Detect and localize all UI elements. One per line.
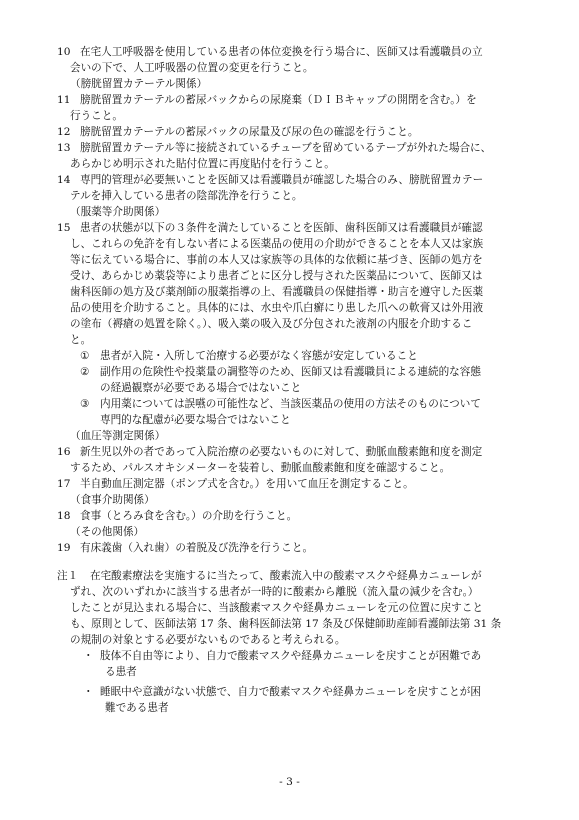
list-item-line [0,316,579,332]
list-item-line [0,60,579,76]
list-item-line-text: 会いの下で、人工呼吸器の位置の変更を行うこと。 [70,62,314,74]
condition-line [0,396,579,412]
section-heading [0,492,579,508]
list-item-line-text: あらかじめ明示された貼付位置に再度貼付を行うこと。 [70,158,335,170]
list-item-line-text: 膀胱留置カテーテルの蓄尿バックからの尿廃棄（ＤＩＢキャップの開閉を含む。）を [80,94,477,106]
list-item-line-text: するため、パルスオキシメーターを装着し、動脈血酸素飽和度を確認すること。 [70,462,451,474]
note-bullet-line-text: 睡眠中や意識がない状態で、自力で酸素マスクや経鼻カニューレを戻すことが困 [100,686,481,698]
condition-marker: ② [80,366,90,378]
list-item-line [0,540,579,556]
item-number: 12 [57,126,71,138]
section-heading-text: （服薬等介助関係） [70,206,166,218]
bullet-marker: ・ [83,650,94,662]
item-number: 15 [57,222,71,234]
list-item-line [0,92,579,108]
note-bullet-line [0,664,579,680]
list-item-line [0,300,579,316]
item-number: 17 [57,478,71,490]
note-label: 注１ [57,570,79,582]
list-item-line-text: テルを挿入している患者の陰部洗浄を行うこと。 [70,190,303,202]
note-bullet-line-text: 難である患者 [105,702,169,714]
section-heading-text: （その他関係） [70,526,145,538]
list-item-line [0,156,579,172]
section-heading-text: （膀胱留置カテーテル関係） [70,78,208,90]
list-item-line-text: 専門的管理が必要無いことを医師又は看護職員が確認した場合のみ、膀胱留置カテー [80,174,484,186]
note-bullet-line [0,700,579,716]
item-number: 10 [57,46,71,58]
list-item-line-text: と。 [70,334,92,346]
list-item-line-text: 行うこと。 [70,110,123,122]
condition-marker: ① [80,350,90,362]
list-item-line [0,188,579,204]
list-item-line [0,508,579,524]
note-bullet-line-text: 肢体不自由等により、自力で酸素マスクや経鼻カニューレを戻すことが困難であ [100,650,482,662]
note-line [0,616,579,632]
note-line-text: の規制の対象とする必要がないものであると考えられる。 [70,634,346,646]
list-item-line [0,172,579,188]
list-item-line [0,332,579,348]
list-item-line [0,44,579,60]
section-heading [0,204,579,220]
note-line-text: ずれ、次のいずれかに該当する患者が一時的に酸素から離脱（流入量の減少を含む。） [70,586,479,598]
list-item-line [0,444,579,460]
list-item-line-text: 等に伝えている場合に、事前の本人又は家族等の具体的な依頼に基づき、医師の処方を [70,254,483,266]
list-item-line-text: の塗布（褥瘡の処置を除く。）、吸入薬の吸入及び分包された液剤の内服を介助するこ [70,318,473,330]
item-number: 16 [57,446,71,458]
condition-line-text: の経過観察が必要である場合ではないこと [100,382,302,394]
list-item-line-text: 有床義歯（入れ歯）の着脱及び洗浄を行うこと。 [80,542,314,554]
bullet-marker: ・ [83,686,94,698]
item-number: 14 [57,174,71,186]
list-item-line [0,236,579,252]
list-item-line-text: 受け、あらかじめ薬袋等により患者ごとに区分し授与された医薬品について、医師又は [70,270,483,282]
condition-line-text: 副作用の危険性や投薬量の調整等のため、医師又は看護職員による連続的な容態 [100,366,481,378]
list-item-line [0,268,579,284]
list-item-line-text: 品の使用を介助すること。具体的には、水虫や爪白癬にり患した爪への軟膏又は外用液 [70,302,484,314]
condition-line [0,364,579,380]
note-bullet-line-text: る患者 [105,666,137,678]
list-item-line [0,284,579,300]
condition-line-text: 患者が入院・入所して治療する必要がなく容態が安定していること [100,350,418,362]
list-item-line-text: 膀胱留置カテーテルの蓄尿バックの尿量及び尿の色の確認を行うこと。 [80,126,419,138]
list-item-line [0,476,579,492]
list-item-line-text: 膀胱留置カテーテル等に接続されているチューブを留めているテープが外れた場合に、 [80,142,492,154]
note-bullet-line [0,684,579,700]
section-heading [0,524,579,540]
list-item-line-text: 半自動血圧測定器（ポンプ式を含む。）を用いて血圧を測定すること。 [80,478,414,490]
section-heading-text: （食事介助関係） [70,494,155,506]
list-item-line-text: 食事（とろみ食を含む。）の介助を行うこと。 [80,510,298,522]
condition-line [0,380,579,396]
condition-line [0,348,579,364]
note-line [0,632,579,648]
note-line-text: 在宅酸素療法を実施するに当たって、酸素流入中の酸素マスクや経鼻カニューレが [90,570,482,582]
section-heading [0,428,579,444]
note-line [0,584,579,600]
condition-line-text: 内用薬については誤嚥の可能性など、当該医薬品の使用の方法そのものについて [100,398,481,410]
item-number: 11 [57,94,71,106]
list-item-line [0,108,579,124]
list-item-line-text: し、これらの免許を有しない者による医薬品の使用の介助ができることを本人又は家族 [70,238,484,250]
list-item-line [0,220,579,236]
page-number: - 3 - [279,776,300,788]
list-item-line-text: 新生児以外の者であって入院治療の必要ないものに対して、動脈血酸素飽和度を測定 [80,446,483,458]
note-line-text: したことが見込まれる場合に、当該酸素マスクや経鼻カニューレを元の位置に戻すこと [70,602,483,614]
list-item-line [0,460,579,476]
list-item-line-text: 患者の状態が以下の３条件を満たしていることを医師、歯科医師又は看護職員が確認 [80,222,483,234]
condition-line [0,412,579,428]
note-bullet-line [0,648,579,664]
item-number: 19 [57,542,71,554]
list-item-line [0,140,579,156]
list-item-line-text: 在宅人工呼吸器を使用している患者の体位変換を行う場合に、医師又は看護職員の立 [80,46,483,58]
note-line [0,600,579,616]
list-item-line-text: 歯科医師の処方及び薬剤師の服薬指導の上、看護職員の保健指導・助言を遵守した医薬 [70,286,484,298]
condition-marker: ③ [80,398,90,410]
condition-line-text: 専門的な配慮が必要な場合ではないこと [100,414,291,426]
section-heading-text: （血圧等測定関係） [70,430,166,442]
note-line-text: も、原則として、医師法第 17 条、歯科医師法第 17 条及び保健師助産師看護師法第 31 条 [70,618,502,630]
list-item-line [0,124,579,140]
item-number: 18 [57,510,71,522]
item-number: 13 [57,142,71,154]
note-line [0,568,579,584]
section-heading [0,76,579,92]
list-item-line [0,252,579,268]
